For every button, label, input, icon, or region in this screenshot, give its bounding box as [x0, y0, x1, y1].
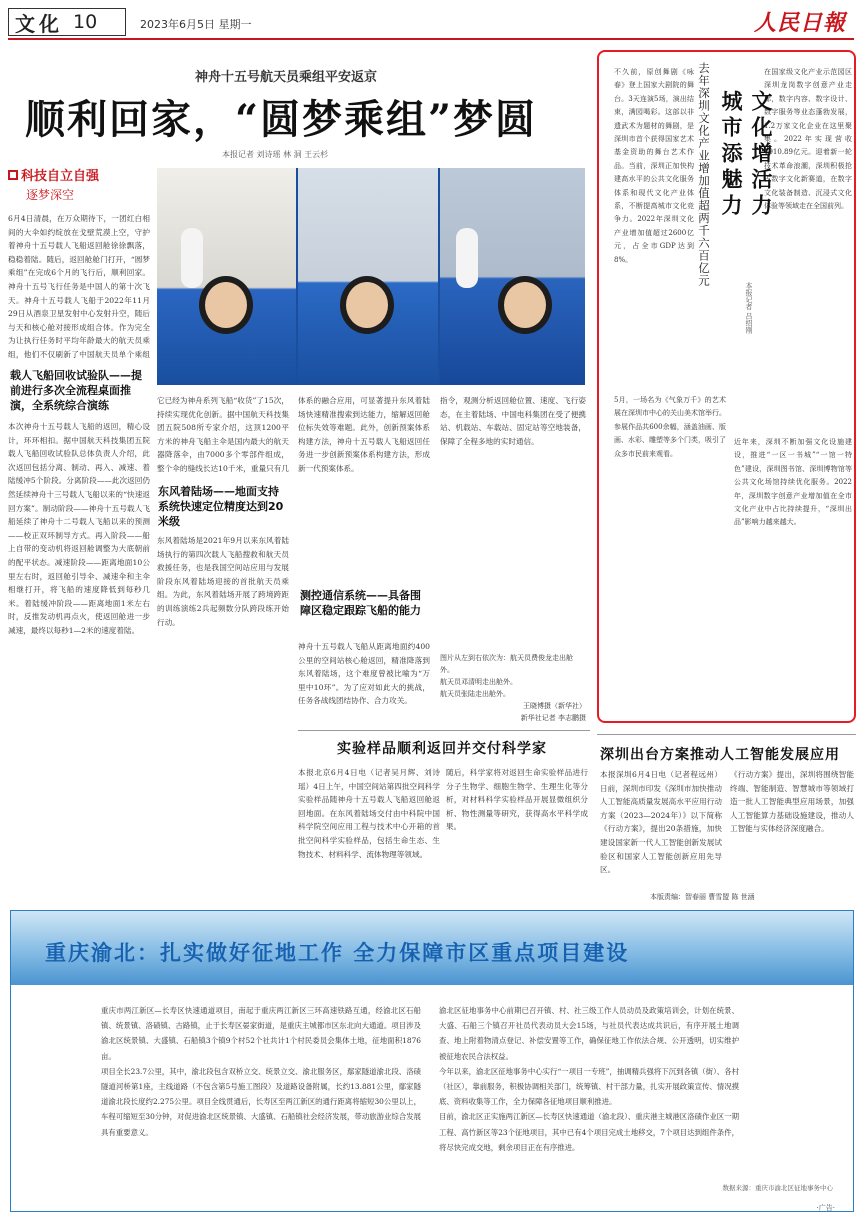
feature-title	[716, 90, 776, 220]
ad-body-right	[439, 1003, 739, 1179]
main-kicker: 神舟十五号航天员乘组平安返京	[195, 70, 378, 85]
ad-source: 数据来源：重庆市渝北区征地事务中心	[722, 1184, 833, 1192]
ad-paragraph: 项目全长23.7公里，其中，渝北段包含双桥立交、统景立交、渝北服务区，鄢家隧道渝北段、洛碛隧道河桥第1座，主线道路（不包含第5号施工图段）及道路设备附属，长约13.881公里，鄢家隧道渝北段长度约2.275公里。项目全线贯通后，长寿区至两江新区的通行距离将缩短30公里以上，车程可缩短至30分钟，对促进渝北区统景镇、大盛镇、石船镇社会经济发展，带动旅游业综合发展具有重要意义。	[101, 1066, 421, 1137]
main-body-col1a: 6月4日清晨，在万众期待下，一团红白相间的大伞如约绽放在戈壁荒漠上空，守护着神舟十五号载人飞船返回舱徐徐飘落，稳稳着陆。随后，返回舱舱门打开，“圆梦乘组”在完成6个月的飞行后，顺利回家。神舟十五号飞行任务是中国人的第十次飞天。神舟十五号载人飞船于2022年11月29日从酒泉卫星发射中心发射升空，随后与天和核心舱对接形成组合体。作为完全为让执行任务时平均年龄最大的航天员乘组，他们不仅刷新了中国航天员单个乘组	[8, 214, 150, 359]
page-editors: 本版责编：智春丽 曹雪盟 陈 世涵	[650, 893, 755, 901]
advertisement	[10, 910, 854, 1212]
ad-paragraph: 渝北区征地事务中心前期已召开镇、村、社三级工作人员动员及政策培训会，计划在统景、大盛、石船三个镇召开社员代表动员大会15场，与社员代表达成共识后，有序开展土地调查、地上附着物清点登记、补偿安置等工作，确保征地工作依法合规、公开透明，切实维护被征地农民合法权益。	[439, 1006, 739, 1061]
astronaut-face	[498, 276, 552, 334]
main-body-col1b: 本次神舟十五号载人飞船的返回，精心设计，环环相扣。据中国航天科技集团五院载人飞船回收试验队总体负责人介绍，此次返回包括分离、制动、再入、减速、着陆缓冲5个阶段。分离阶段——此次返回仍然延续神舟十三号载人飞船以来的“快速返回方案”。制动阶段——神舟十五号载人飞船延续了神舟十二号载人飞船以来的预测——校正双环制导方式。再入阶段——船上自带的变动机将返回舱调整为大底朝前的配平状态。减速阶段——距离地面10公里左右时，返回舱引导伞、减速伞和主伞相继打开，将飞船的速度降低到每秒几米。着陆缓冲阶段——距离地面1米左右时，反推发动机再点火，使返回舱进一步减速，最终以每秒1—2米的速度着陆。	[8, 422, 150, 635]
column-side-heading	[8, 165, 150, 203]
ad-paragraph: 今年以来，渝北区征地事务中心实行“一项目一专班”，抽调精兵强将下沉到各镇（街）、各村（社区），靠前服务，积极协调相关部门，统筹镇、村干部力量，扎实开展政策宣传、情况摸底、资料收集等工作，全力保障各征地项目顺利推进。	[439, 1066, 739, 1107]
photo-panel-middle	[298, 168, 438, 385]
newspaper-logo: 人民日報	[753, 10, 846, 36]
feature-title-line: 城市添魅力	[719, 90, 744, 220]
subhead-telemetry: 测控通信系统——具备围障区稳定跟踪飞船的能力	[300, 589, 421, 617]
divider	[298, 730, 590, 731]
photo-caption	[440, 652, 586, 724]
divider	[597, 734, 856, 735]
subhead-recovery-team: 载人飞船回收试验队——提前进行多次全流程桌面推演，全系统综合演练	[10, 369, 142, 412]
square-mark-icon	[8, 170, 18, 180]
ad-banner	[11, 911, 853, 985]
main-body-col2b: 东风着陆场是2021年9月以来东风着陆场执行的第四次载人飞船搜救和航天员救援任务，也是我国空间站应用与发展阶段东风着陆场迎接的首批航天员乘组。为此，东风着陆场开展了跨境跨距的训练演练2兵起频数分队跨段练开始行动。	[157, 536, 289, 627]
science-body-1: 本报北京6月4日电（记者吴月辉、刘诗瑶）4日上午，中国空间站第四批空间科学实验样品随神舟十五号载人飞船返回舱返回地面。在东风着陆场交付由中科院中国科学院空间应用工程与技术中心开箱的首批空间科学实验样品，包括生命生态、生物技术、材料科学、流体物理等领域。	[298, 768, 440, 859]
main-body-col2a: 它已经为神舟系列飞船“收货”了15次，持续实现优化创新。据中国航天科技集团五院508所专家介绍，这顶1200平方米的神舟飞船主伞是国内最大的航天器降落伞，由7000多个零部件组成，整个伞的缝线长达10千米，重量只有几	[157, 396, 289, 473]
subhead-landing-site: 东风着陆场——地面支持系统快速定位精度达到20米级	[158, 485, 284, 528]
photo-credit: 王晓博摄（新华社）	[523, 702, 586, 710]
highlighted-feature-article	[597, 50, 856, 723]
raised-arm	[456, 228, 478, 288]
ad-label: ·广告·	[816, 1204, 835, 1212]
shenzhen-body-1: 本报深圳6月4日电（记者程远州）日前，深圳市印发《深圳市加快推动人工智能高质量发展高水平应用行动方案（2023—2024年）》以下简称《行动方案》，提出20条措施，加快建设国家新一代人工智能创新发展试验区和国家人工智能创新应用先导区。	[600, 770, 722, 875]
section-label-box	[8, 8, 126, 36]
main-body-col3b: 神舟十五号载人飞船从距离地面约400公里的空间站核心舱返回，精准降落到东风着陆场，这个难度曾被比喻为“万里中10环”。为了应对如此大的挑战，任务各战线团结协作、合力攻关。	[298, 642, 430, 706]
raised-arm	[181, 228, 203, 288]
ad-title: 重庆渝北：扎实做好征地工作 全力保障市区重点项目建设	[45, 941, 630, 965]
feature-subtitle: 去年深圳文化产业增加值超两千六百亿元	[697, 62, 711, 287]
ad-paragraph: 目前，渝北区正实施两江新区—长寿区快速通道（渝北段）、重庆港主城港区洛碛作业区一期工程、高竹新区等23个征地项目，其中已有4个项目完成土地移交，7个项目达到组件条件，将尽快完成交地，剩余项目正在有序推进。	[439, 1112, 739, 1152]
page-number: 10	[73, 11, 98, 33]
editor-credit: 新华社记者 李志鹏摄	[520, 714, 586, 722]
shenzhen-body-2: 《行动方案》提出，深圳将围绕智能终端、智能制造、智慧城市等领域打造一批人工智能典型应用场景，加强人工智能算力基础设施建设，推动人工智能与实体经济深度融合。	[730, 770, 854, 834]
astronaut-face	[340, 276, 394, 334]
caption-line: 航天员邓清明走出舱外。	[440, 678, 517, 686]
astronaut-photo	[157, 168, 585, 385]
photo-panel-right	[440, 168, 585, 385]
side-heading-primary: 科技自立自强	[8, 165, 150, 184]
main-body-col4: 指令，观测分析返回舱位置、速度、飞行姿态，在主着陆场、中国电科集团在受了便携站、机载站、车载站、固定站等空地装备，保障了全程多地的实时通信。	[440, 396, 586, 446]
feature-title-line: 文化增活力	[749, 90, 774, 220]
masthead	[8, 6, 854, 40]
main-byline: 本报记者 刘诗瑶 林 洞 王云杉	[222, 150, 329, 159]
feature-body-bottom-right: 近年来，深圳不断加强文化设施建设，推进“一区一书城”“一馆一特色”建设，深圳图书馆、深圳博物馆等公共文化场馆持续优化服务。2022年，深圳数字创意产业增加值在全市文化产业中占比持续提升，“深圳出品”影响力越来越大。	[734, 438, 852, 527]
main-body-col3a: 体系的融合应用，可显著提升东风着陆场快速精准搜索到达能力，缩解返回舱位标失效等难题。此外，创新预案体系构建方法，神舟十五号载人飞船返回任务进一步创新预案体系构建方法，形成新一代预案体系。	[298, 396, 430, 473]
ad-body-left	[101, 1003, 421, 1173]
section-name: 文化	[15, 11, 63, 36]
feature-body-right: 在国家级文化产业示范园区深圳龙岗数字创意产业走廊，数字内容、数字设计、数字服务等业态蓬勃发展，1.2万家文化企业在这里聚集。2022年实现营收1910.89亿元。迎着新一轮技术革命浪潮，深圳积极抢占数字文化新赛道，在数字文化装备制造、沉浸式文化体验等领域走在全国前列。	[764, 68, 852, 211]
side-heading-secondary: 逐梦深空	[26, 188, 75, 202]
astronaut-face	[199, 276, 253, 334]
main-headline: 顺利回家，“圆梦乘组”梦圆	[25, 96, 538, 143]
publication-date: 2023年6月5日 星期一	[140, 18, 252, 31]
science-article-title: 实验样品顺利返回并交付科学家	[337, 741, 547, 757]
photo-panel-left	[157, 168, 296, 385]
shenzhen-article-title: 深圳出台方案推动人工智能发展应用	[600, 747, 840, 763]
science-body-2: 随后，科学家将对返回生命实验样品进行分子生物学、细胞生物学、生理生化等分析，对材料科学实验样品开展显微组织分析、物性测量等研究，获得高水平科学成果。	[446, 768, 588, 832]
feature-byline: 本报记者 吕绍刚	[745, 282, 753, 334]
feature-body-left: 不久前，原创舞剧《咏春》登上国家大剧院的舞台。3天连演5场，演出结束，满园喝彩。这部以非遗武术为题材的舞剧，是深圳市首个获得国家艺术基金资助的舞台艺术作品。当前，深圳正加快构建高水平的公共文化服务体系和现代文化产业体系，不断提高城市文化竞争力。2022年深圳文化产业增加值超过2600亿元，占全市GDP达到8%。	[614, 68, 694, 264]
caption-line: 图片从左到右依次为：航天员费俊龙走出舱外。	[440, 654, 573, 674]
ad-paragraph: 重庆市两江新区—长寿区快速通道项目，南起于重庆两江新区三环高速铁路互通，经渝北区石船镇、统景镇、洛碛镇、古路镇，止于长寿区晏家街道，是重庆主城都市区东北向大通道。项目涉及渝北区统景镇、大盛镇、石船镇3个镇9个村52个社共计1个村民委员会集体土地，征地面积1876亩。	[101, 1006, 421, 1061]
feature-body-bottom-left: 5月，一场名为《气象万千》的艺术展在深圳市中心的关山美术馆举行。参展作品共600余幅，涵盖油画、版画、水彩、雕塑等多个门类，吸引了众多市民前来观看。	[614, 396, 726, 458]
caption-line: 航天员张陆走出舱外。	[440, 690, 510, 698]
